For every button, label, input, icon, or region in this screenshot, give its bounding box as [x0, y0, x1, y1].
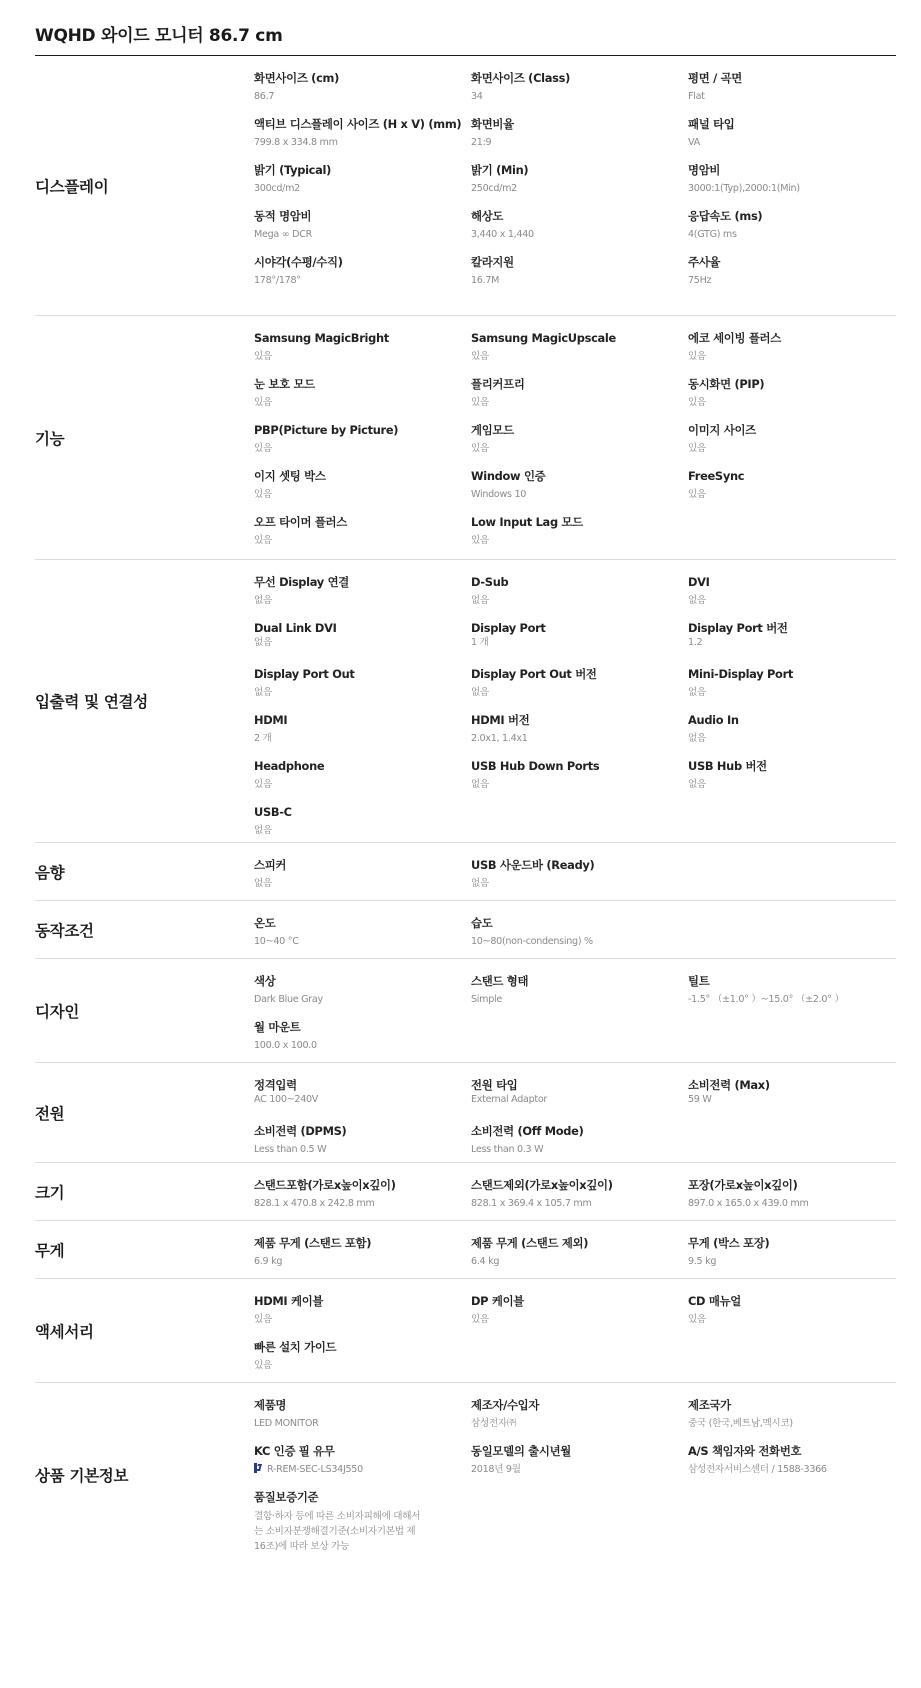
spec-label: HDMI — [254, 713, 288, 727]
spec-item — [471, 1177, 688, 1223]
spec-item — [254, 574, 471, 620]
spec-value: 없음 — [254, 825, 272, 836]
spec-label: 스피커 — [254, 858, 287, 872]
spec-section — [35, 1163, 896, 1221]
spec-value: LED MONITOR — [254, 1418, 319, 1429]
spec-value: 1.2 — [688, 637, 703, 648]
spec-label: 밝기 (Typical) — [254, 163, 332, 177]
spec-label: 칼라지원 — [471, 255, 514, 269]
spec-value: 21:9 — [471, 137, 492, 148]
spec-value: 있음 — [688, 1314, 706, 1325]
spec-value: 897.0 x 165.0 x 439.0 mm — [688, 1198, 809, 1209]
spec-label: 동시화면 (PIP) — [688, 377, 765, 391]
spec-label: 눈 보호 모드 — [254, 377, 315, 391]
spec-label: 동적 명암비 — [254, 209, 312, 223]
spec-item — [688, 1293, 896, 1339]
spec-label: USB Hub 버전 — [688, 759, 767, 773]
spec-item — [471, 758, 688, 804]
spec-sections — [35, 56, 896, 1567]
spec-value: 828.1 x 470.8 x 242.8 mm — [254, 1198, 375, 1209]
spec-value: 삼성전자㈜ — [471, 1418, 517, 1429]
spec-item — [471, 857, 688, 903]
spec-item — [688, 712, 896, 758]
spec-label: 주사율 — [688, 255, 721, 269]
spec-item — [254, 1339, 471, 1385]
spec-label: 습도 — [471, 916, 493, 930]
spec-item — [471, 422, 688, 468]
spec-label: 무선 Display 연결 — [254, 575, 350, 589]
spec-item — [471, 1077, 688, 1123]
spec-value: 없음 — [254, 687, 272, 698]
spec-item — [254, 254, 471, 300]
spec-value: VA — [688, 137, 700, 148]
section-title: 디스플레이 — [35, 177, 109, 196]
spec-label: 전원 타입 — [471, 1078, 518, 1092]
spec-item — [688, 1235, 896, 1281]
spec-label: Display Port 버전 — [688, 621, 788, 635]
spec-label: 동일모델의 출시년월 — [471, 1444, 571, 1458]
spec-item — [688, 468, 896, 514]
spec-item — [254, 468, 471, 514]
spec-label: Low Input Lag 모드 — [471, 515, 583, 529]
spec-label: 포장(가로x높이x깊이) — [688, 1178, 798, 1192]
spec-value: AC 100~240V — [254, 1094, 319, 1105]
spec-section — [35, 959, 896, 1063]
spec-value-text: R-REM-SEC-LS34J550 — [267, 1464, 363, 1475]
spec-item — [254, 1293, 471, 1339]
spec-value: 없음 — [254, 637, 272, 648]
kc-mark-icon — [254, 1463, 262, 1473]
spec-value: 삼성전자서비스센터 / 1588-3366 — [688, 1464, 827, 1475]
spec-label: 이미지 사이즈 — [688, 423, 756, 437]
spec-grid — [254, 1063, 896, 1162]
spec-label: KC 인증 필 유무 — [254, 1444, 335, 1458]
spec-value: 있음 — [471, 443, 489, 454]
spec-value: 3000:1(Typ),2000:1(Min) — [688, 183, 800, 194]
spec-item — [688, 1397, 896, 1443]
spec-label: USB-C — [254, 805, 292, 819]
spec-grid — [254, 1383, 896, 1567]
spec-label: PBP(Picture by Picture) — [254, 423, 399, 437]
section-title: 전원 — [35, 1104, 65, 1123]
spec-label: 스탠드포함(가로x높이x깊이) — [254, 1178, 396, 1192]
spec-item — [688, 620, 896, 666]
spec-item — [471, 1235, 688, 1281]
spec-item — [471, 973, 688, 1019]
spec-label: Dual Link DVI — [254, 621, 337, 635]
spec-label: 소비전력 (Off Mode) — [471, 1124, 584, 1138]
spec-label: 틸트 — [688, 974, 710, 988]
spec-value: 2018년 9월 — [471, 1464, 521, 1475]
spec-label: 제품 무게 (스탠드 제외) — [471, 1236, 589, 1250]
spec-item — [688, 422, 896, 468]
spec-label: 소비전력 (DPMS) — [254, 1124, 347, 1138]
spec-value: 없음 — [688, 595, 706, 606]
spec-label: 명암비 — [688, 163, 721, 177]
spec-value: 있음 — [688, 443, 706, 454]
section-title: 음향 — [35, 863, 65, 882]
spec-label: DVI — [688, 575, 710, 589]
spec-item — [471, 620, 688, 666]
spec-value: 없음 — [471, 687, 489, 698]
spec-item — [688, 666, 896, 712]
spec-item — [254, 857, 471, 903]
spec-label: 화면사이즈 (cm) — [254, 71, 340, 85]
section-title: 기능 — [35, 429, 65, 448]
section-title: 상품 기본정보 — [35, 1467, 129, 1485]
spec-item — [471, 666, 688, 712]
spec-label: Samsung MagicBright — [254, 331, 389, 345]
spec-item — [688, 1077, 896, 1123]
spec-grid — [254, 959, 896, 1062]
spec-label: Headphone — [254, 759, 325, 773]
spec-label: DP 케이블 — [471, 1294, 524, 1308]
spec-value: 없음 — [471, 878, 489, 889]
spec-value: 1 개 — [471, 637, 489, 648]
spec-item — [471, 208, 688, 254]
spec-item — [471, 1397, 688, 1443]
spec-item — [254, 1177, 471, 1223]
spec-item — [688, 1443, 896, 1489]
spec-item — [254, 620, 471, 666]
spec-value: 4(GTG) ms — [688, 229, 737, 240]
spec-label: 무게 (박스 포장) — [688, 1236, 770, 1250]
spec-label: 오프 타이머 플러스 — [254, 515, 347, 529]
spec-grid — [254, 843, 896, 900]
spec-value: 250cd/m2 — [471, 183, 517, 194]
spec-grid — [254, 560, 896, 842]
spec-item — [254, 70, 471, 116]
spec-section — [35, 1221, 896, 1279]
spec-item — [254, 1489, 471, 1554]
spec-value: 6.9 kg — [254, 1256, 283, 1267]
spec-label: Display Port — [471, 621, 546, 635]
spec-label: 제품 무게 (스탠드 포함) — [254, 1236, 372, 1250]
spec-value: 있음 — [254, 397, 272, 408]
spec-label: Samsung MagicUpscale — [471, 331, 616, 345]
spec-label: 빠른 설치 가이드 — [254, 1340, 337, 1354]
spec-item — [254, 422, 471, 468]
spec-label: 시야각(수평/수직) — [254, 255, 343, 269]
spec-item — [254, 1235, 471, 1281]
spec-label: 게임모드 — [471, 423, 514, 437]
spec-item — [471, 915, 688, 961]
spec-item — [254, 1077, 471, 1123]
spec-item — [254, 915, 471, 961]
spec-value: 2.0x1, 1.4x1 — [471, 733, 528, 744]
spec-grid — [254, 901, 896, 958]
spec-section — [35, 901, 896, 959]
spec-item — [471, 162, 688, 208]
spec-value: 있음 — [688, 489, 706, 500]
spec-grid — [254, 56, 896, 315]
section-title: 디자인 — [35, 1002, 80, 1021]
spec-section — [35, 843, 896, 901]
spec-value — [254, 1463, 471, 1477]
section-title: 입출력 및 연결성 — [35, 693, 148, 711]
spec-value: 없음 — [688, 687, 706, 698]
spec-label: 색상 — [254, 974, 276, 988]
spec-item — [471, 468, 688, 514]
spec-value: Windows 10 — [471, 489, 527, 500]
spec-value: -1.5° （±1.0° ）~15.0° （±2.0° ） — [688, 994, 844, 1005]
spec-value: 300cd/m2 — [254, 183, 300, 194]
spec-value: 없음 — [254, 595, 272, 606]
spec-label: Display Port Out 버전 — [471, 667, 597, 681]
spec-value: Less than 0.3 W — [471, 1144, 544, 1155]
section-title: 액세서리 — [35, 1322, 94, 1341]
spec-value: 없음 — [254, 878, 272, 889]
spec-grid — [254, 1221, 896, 1278]
spec-item — [254, 1019, 471, 1065]
spec-item — [254, 666, 471, 712]
spec-label: HDMI 버전 — [471, 713, 530, 727]
spec-value: 있음 — [254, 535, 272, 546]
page-title: WQHD 와이드 모니터 86.7 cm — [35, 0, 896, 56]
spec-item — [471, 1443, 688, 1489]
spec-value: 있음 — [688, 351, 706, 362]
spec-label: 월 마운트 — [254, 1020, 301, 1034]
spec-label: 스탠드제외(가로x높이x깊이) — [471, 1178, 613, 1192]
spec-label: USB Hub Down Ports — [471, 759, 600, 773]
spec-value: 34 — [471, 91, 483, 102]
spec-item — [688, 162, 896, 208]
section-title: 무게 — [35, 1241, 65, 1260]
spec-label: 응답속도 (ms) — [688, 209, 763, 223]
spec-item — [254, 116, 471, 162]
spec-value: 59 W — [688, 1094, 712, 1105]
spec-section — [35, 316, 896, 560]
spec-grid — [254, 1163, 896, 1220]
spec-value: 10~80(non-condensing) % — [471, 936, 593, 947]
spec-grid — [254, 1279, 896, 1382]
spec-label: Mini-Display Port — [688, 667, 794, 681]
spec-value: 75Hz — [688, 275, 712, 286]
spec-value: 있음 — [254, 351, 272, 362]
spec-section — [35, 1279, 896, 1383]
spec-label: 이지 셋팅 박스 — [254, 469, 326, 483]
spec-label: 품질보증기준 — [254, 1490, 319, 1504]
spec-value: 결함·하자 등에 따른 소비자피해에 대해서는 소비자분쟁해결기준(소비자기본법 제16조)에 따라 보상 가능 — [254, 1511, 421, 1552]
spec-value: Less than 0.5 W — [254, 1144, 327, 1155]
spec-section — [35, 56, 896, 316]
spec-value: 178°/178° — [254, 275, 301, 286]
spec-value: 있음 — [471, 1314, 489, 1325]
spec-label: 소비전력 (Max) — [688, 1078, 770, 1092]
spec-value: External Adaptor — [471, 1094, 548, 1105]
spec-value: 3,440 x 1,440 — [471, 229, 534, 240]
spec-value: 없음 — [471, 595, 489, 606]
spec-value: 있음 — [471, 351, 489, 362]
spec-item — [688, 116, 896, 162]
spec-item — [688, 376, 896, 422]
spec-label: 패널 타입 — [688, 117, 735, 131]
spec-label: 제조자/수입자 — [471, 1398, 540, 1412]
spec-label: 평면 / 곡면 — [688, 71, 743, 85]
section-title: 동작조건 — [35, 921, 94, 940]
spec-item — [688, 208, 896, 254]
spec-item — [688, 973, 896, 1019]
spec-value: Mega ∞ DCR — [254, 229, 312, 240]
spec-label: A/S 책임자와 전화번호 — [688, 1444, 802, 1458]
spec-value: 86.7 — [254, 91, 275, 102]
spec-label: Display Port Out — [254, 667, 355, 681]
spec-grid — [254, 316, 896, 559]
section-title: 크기 — [35, 1183, 65, 1202]
spec-value: Dark Blue Gray — [254, 994, 323, 1005]
spec-item — [471, 254, 688, 300]
spec-item — [254, 758, 471, 804]
spec-value: Simple — [471, 994, 502, 1005]
spec-label: D-Sub — [471, 575, 509, 589]
spec-label: CD 매뉴얼 — [688, 1294, 741, 1308]
spec-value: 799.8 x 334.8 mm — [254, 137, 338, 148]
spec-label: Audio In — [688, 713, 739, 727]
spec-item — [688, 574, 896, 620]
spec-label: 제품명 — [254, 1398, 287, 1412]
spec-item — [254, 973, 471, 1019]
spec-label: Window 인증 — [471, 469, 546, 483]
spec-label: 에코 세이빙 플러스 — [688, 331, 781, 345]
spec-section — [35, 1063, 896, 1163]
spec-item — [254, 1443, 471, 1489]
spec-item — [254, 162, 471, 208]
spec-value: 없음 — [688, 733, 706, 744]
spec-item — [471, 376, 688, 422]
spec-value: 있음 — [471, 535, 489, 546]
spec-value: 2 개 — [254, 733, 272, 744]
spec-label: 제조국가 — [688, 1398, 731, 1412]
spec-label: 온도 — [254, 916, 276, 930]
spec-section — [35, 560, 896, 843]
spec-value: 있음 — [254, 443, 272, 454]
spec-item — [254, 330, 471, 376]
spec-value: 있음 — [254, 1314, 272, 1325]
spec-value: 9.5 kg — [688, 1256, 717, 1267]
spec-label: 액티브 디스플레이 사이즈 (H x V) (mm) — [254, 117, 462, 131]
spec-item — [254, 514, 471, 560]
spec-item — [471, 514, 688, 560]
spec-value: 중국 (한국,베트남,멕시코) — [688, 1418, 793, 1429]
spec-item — [688, 70, 896, 116]
spec-item — [254, 208, 471, 254]
spec-item — [471, 116, 688, 162]
spec-label: FreeSync — [688, 469, 745, 483]
spec-value: 있음 — [471, 397, 489, 408]
spec-value: 있음 — [688, 397, 706, 408]
spec-label: 스탠드 형태 — [471, 974, 529, 988]
spec-label: 밝기 (Min) — [471, 163, 529, 177]
spec-value: 10~40 °C — [254, 936, 299, 947]
spec-label: HDMI 케이블 — [254, 1294, 324, 1308]
spec-item — [471, 330, 688, 376]
spec-value: Flat — [688, 91, 705, 102]
spec-item — [254, 1397, 471, 1443]
spec-label: USB 사운드바 (Ready) — [471, 858, 595, 872]
spec-item — [688, 254, 896, 300]
spec-label: 해상도 — [471, 209, 504, 223]
spec-label: 플리커프리 — [471, 377, 525, 391]
spec-value: 있음 — [254, 779, 272, 790]
spec-item — [471, 1293, 688, 1339]
spec-value: 6.4 kg — [471, 1256, 500, 1267]
spec-section — [35, 1383, 896, 1567]
spec-item — [471, 574, 688, 620]
spec-value: 없음 — [688, 779, 706, 790]
spec-label: 화면사이즈 (Class) — [471, 71, 571, 85]
spec-label: 정격입력 — [254, 1078, 297, 1092]
spec-item — [688, 330, 896, 376]
spec-value: 100.0 x 100.0 — [254, 1040, 317, 1051]
spec-value: 있음 — [254, 489, 272, 500]
spec-value: 없음 — [471, 779, 489, 790]
spec-item — [688, 758, 896, 804]
spec-item — [471, 70, 688, 116]
spec-item — [688, 1177, 896, 1223]
spec-item — [254, 376, 471, 422]
spec-item — [254, 712, 471, 758]
spec-item — [471, 712, 688, 758]
spec-value: 있음 — [254, 1360, 272, 1371]
spec-value: 16.7M — [471, 275, 500, 286]
spec-value: 828.1 x 369.4 x 105.7 mm — [471, 1198, 592, 1209]
spec-label: 화면비율 — [471, 117, 514, 131]
